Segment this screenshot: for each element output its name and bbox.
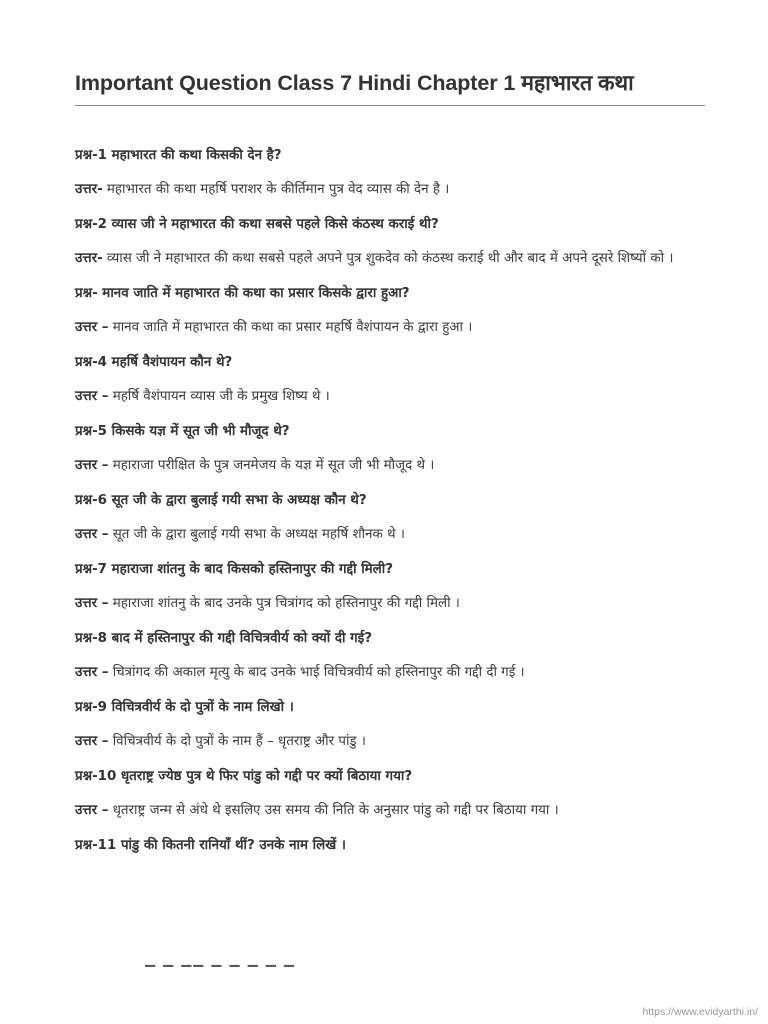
answer-label: उत्तर- <box>75 182 103 197</box>
answer-2 <box>75 248 700 270</box>
answer-8 <box>75 662 700 684</box>
answer-text: महर्षि वैशंपायन व्यास जी के प्रमुख शिष्य थे । <box>108 389 330 404</box>
answer-text: विचित्रवीर्य के दो पुत्रों के नाम हैं – धृतराष्ट्र और पांडु । <box>108 734 366 749</box>
answer-text: सूत जी के द्वारा बुलाई गयी सभा के अध्यक्ष महर्षि शौनक थे । <box>108 527 405 542</box>
answer-label: उत्तर – <box>75 734 109 749</box>
answer-4 <box>75 386 700 408</box>
answer-text: महाराजा परीक्षित के पुत्र जनमेजय के यज्ञ में सूत जी भी मौजूद थे । <box>108 458 435 473</box>
answer-6 <box>75 524 700 546</box>
answer-label: उत्तर – <box>75 458 109 473</box>
answer-label: उत्तर – <box>75 320 109 335</box>
answer-text: चित्रांगद की अकाल मृत्यु के बाद उनके भाई विचित्रवीर्य को हस्तिनापुर की गद्दी दी गई । <box>108 665 525 680</box>
answer-text: व्यास जी ने महाभारत की कथा सबसे पहले अपने पुत्र शुकदेव को कंठस्थ कराई थी और बाद में अपने दूसरे शिष्यों को । <box>102 251 674 266</box>
qa-list <box>75 146 700 869</box>
answer-10 <box>75 800 700 822</box>
answer-9 <box>75 731 700 753</box>
answer-3 <box>75 317 700 339</box>
answer-text: मानव जाति में महाभारत की कथा का प्रसार महर्षि वैशंपायन के द्वारा हुआ । <box>108 320 473 335</box>
page-title: Important Question Class 7 Hindi Chapter 1 महाभारत कथा <box>75 68 705 106</box>
site-watermark: https://www.evidyarthi.in/ <box>642 1006 758 1018</box>
question-11: प्रश्न-11 पांडु की कितनी रानियाँ थीं? उनके नाम लिखें । <box>75 838 346 853</box>
answer-label: उत्तर- <box>75 251 103 266</box>
answer-label: उत्तर – <box>75 803 109 818</box>
answer-7 <box>75 593 700 615</box>
answer-label: उत्तर – <box>75 665 109 680</box>
answer-1 <box>75 179 700 201</box>
question-9: प्रश्न-9 विचित्रवीर्य के दो पुत्रों के नाम लिखो । <box>75 700 294 715</box>
question-3: प्रश्न- मानव जाति में महाभारत की कथा का प्रसार किसके द्वारा हुआ? <box>75 286 410 301</box>
question-4: प्रश्न-4 महर्षि वैशंपायन कौन थे? <box>75 355 233 370</box>
answer-text: धृतराष्ट्र जन्म से अंधे थे इसलिए उस समय की निति के अनुसार पांडु को गद्दी पर बिठाया गया । <box>108 803 559 818</box>
page-header <box>75 68 705 106</box>
answer-label: उत्तर – <box>75 596 109 611</box>
answer-text: महाराजा शांतनु के बाद उनके पुत्र चित्रांगद को हस्तिनापुर की गद्दी मिली । <box>108 596 460 611</box>
question-8: प्रश्न-8 बाद में हस्तिनापुर की गद्दी विचित्रवीर्य को क्यों दी गई? <box>75 631 373 646</box>
question-10: प्रश्न-10 धृतराष्ट्र ज्येष्ठ पुत्र थे फिर पांडु को गद्दी पर क्यों बिठाया गया? <box>75 769 413 784</box>
question-7: प्रश्न-7 महाराजा शांतनु के बाद किसको हस्तिनापुर की गद्दी मिली? <box>75 562 393 577</box>
answer-text: महाभारत की कथा महर्षि पराशर के कीर्तिमान पुत्र वेद व्यास की देन है । <box>102 182 450 197</box>
question-2: प्रश्न-2 व्यास जी ने महाभारत की कथा सबसे पहले किसे कंठस्थ कराई थी? <box>75 217 439 232</box>
cut-off-text-line: ▔ ▔ ▔▔ ▔ ▔ ▔ ▔ ▔ <box>145 966 296 981</box>
answer-label: उत्तर – <box>75 527 109 542</box>
answer-5 <box>75 455 700 477</box>
question-5: प्रश्न-5 किसके यज्ञ में सूत जी भी मौजूद थे? <box>75 424 290 439</box>
question-6: प्रश्न-6 सूत जी के द्वारा बुलाई गयी सभा के अध्यक्ष कौन थे? <box>75 493 367 508</box>
question-1: प्रश्न-1 महाभारत की कथा किसकी देन है? <box>75 148 282 163</box>
answer-label: उत्तर – <box>75 389 109 404</box>
